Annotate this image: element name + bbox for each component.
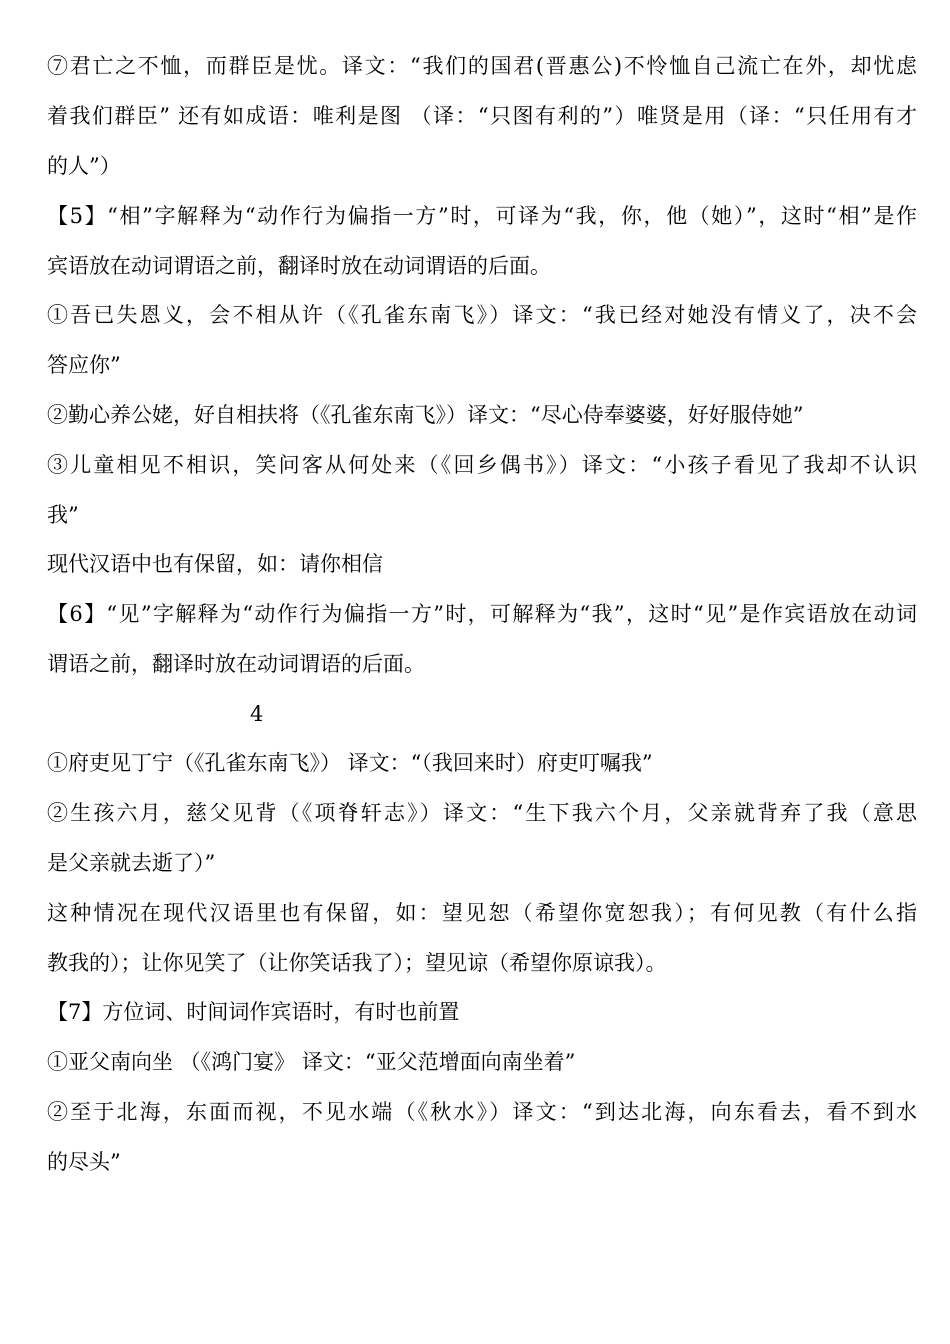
text-line: ②至于北海，东面而视，不见水端（《秋水》）译文：“到达北海，向东看去，看不到水 (47, 1100, 917, 1124)
text-line: 我” (47, 503, 79, 527)
text-line: 是父亲就去逝了）” (47, 851, 216, 875)
text-line: ①吾已失恩义，会不相从许（《孔雀东南飞》）译文：“我已经对她没有情义了，决不会 (47, 303, 917, 327)
text-line: 这种情况在现代汉语里也有保留，如：望见恕（希望你宽恕我）；有何见教（有什么指 (47, 901, 917, 925)
text-line: ③儿童相见不相识，笑问客从何处来（《回乡偶书》）译文：“小孩子看见了我却不认识 (47, 453, 917, 477)
text-line: 着我们群臣” 还有如成语：唯利是图 （译：“只图有利的”）唯贤是用（译：“只任用有才 (47, 104, 917, 128)
section-heading-6: 【6】“见”字解释为“动作行为偏指一方”时，可解释为“我”，这时“见”是作宾语放在动词 (47, 602, 917, 626)
text-line: 的尽头” (47, 1150, 121, 1174)
section-heading-7: 【7】方位词、时间词作宾语时，有时也前置 (47, 1000, 460, 1024)
text-line: 教我的）；让你见笑了（让你笑话我了）；望见谅（希望你原谅我）。 (47, 951, 667, 975)
text-line: 现代汉语中也有保留，如：请你相信 (47, 552, 383, 576)
text-line: ②生孩六月，慈父见背（《项脊轩志》）译文：“生下我六个月，父亲就背弃了我（意思 (47, 801, 917, 825)
section-heading-5: 【5】“相”字解释为“动作行为偏指一方”时，可译为“我，你，他（她）”，这时“相”是作 (47, 204, 917, 228)
text-line: 答应你” (47, 353, 121, 377)
text-line: 宾语放在动词谓语之前，翻译时放在动词谓语的后面。 (47, 254, 551, 278)
text-line: ①亚父南向坐 （《鸿门宴》 译文：“亚父范增面向南坐着” (47, 1050, 576, 1074)
page-number: 4 (250, 702, 264, 726)
text-line: ⑦君亡之不恤，而群臣是忧。译文：“我们的国君(晋惠公)不怜恤自己流亡在外，却忧虑 (47, 54, 917, 78)
text-line: ①府吏见丁宁（《孔雀东南飞》） 译文：“（我回来时）府吏叮嘱我” (47, 751, 653, 775)
text-line: 谓语之前，翻译时放在动词谓语的后面。 (47, 652, 425, 676)
text-line: ②勤心养公姥，好自相扶将（《孔雀东南飞》）译文：“尽心侍奉婆婆，好好服侍她” (47, 403, 804, 427)
text-line: 的人”） (47, 154, 121, 178)
